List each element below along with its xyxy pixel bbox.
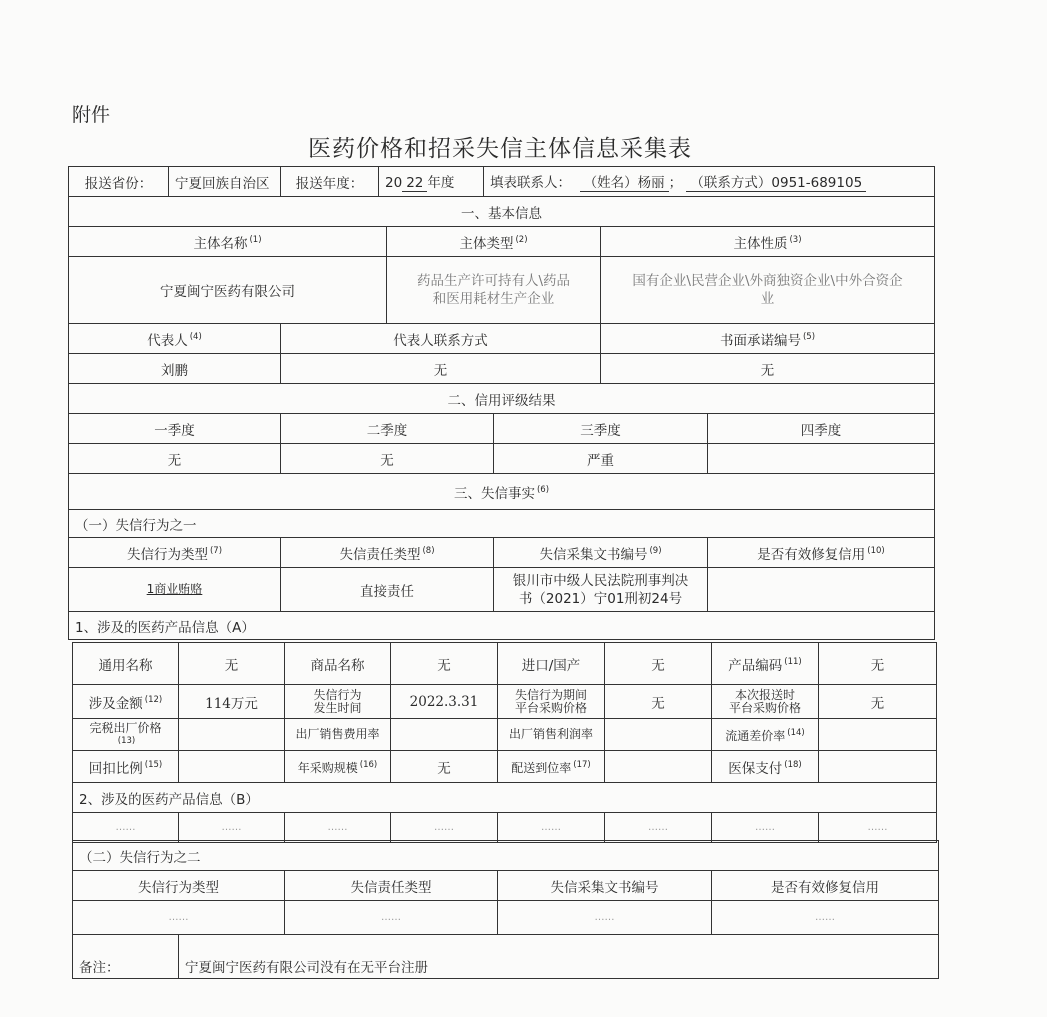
b1-doc-value: 银川市中级人民法院刑事判决 书（2021）宁01刑初24号: [494, 568, 708, 612]
pledge-value: 无: [601, 354, 935, 384]
b2-type-value: ……: [73, 901, 285, 935]
products-table: [72, 642, 937, 843]
b1-resp-header: 失信责任类型 $^{(8)}$: [281, 538, 494, 568]
quarter-3-value: 严重: [494, 444, 708, 474]
import-label: 进口/国产: [498, 643, 605, 685]
province-label: 报送省份：: [69, 167, 169, 197]
b2-resp-value: ……: [285, 901, 498, 935]
section-credit-rating: 二、信用评级结果: [69, 384, 935, 414]
delivery-value: [605, 751, 712, 783]
amount-value: 114万元: [179, 685, 285, 719]
year-value: 22: [402, 175, 427, 192]
code-label: 产品编码 $^{(11)}$: [712, 643, 819, 685]
quarter-2-header: 二季度: [281, 414, 494, 444]
quarter-3-header: 三季度: [494, 414, 708, 444]
form-title: 医药价格和招采失信主体信息采集表: [308, 136, 692, 162]
products-b-cell: ……: [179, 813, 285, 843]
products-b-cell: ……: [498, 813, 605, 843]
delivery-label: 配送到位率 $^{(17)}$: [498, 751, 605, 783]
behavior-2-title: （二）失信行为之二: [73, 841, 939, 871]
sales-profit-value: [605, 719, 712, 751]
amount-label: 涉及金额 $^{(12)}$: [73, 685, 179, 719]
behavior-1-title: （一）失信行为之一: [69, 510, 935, 538]
main-table: [68, 196, 935, 640]
products-b-title: 2、涉及的医药产品信息（B）: [73, 783, 937, 813]
products-b-cell: ……: [285, 813, 391, 843]
products-a-title: 1、涉及的医药产品信息（A）: [69, 612, 935, 640]
attachment-label: 附件: [72, 104, 111, 126]
annual-label: 年采购规模 $^{(16)}$: [285, 751, 391, 783]
rebate-label: 回扣比例 $^{(15)}$: [73, 751, 179, 783]
contact-phone: （联系方式）0951-689105: [686, 171, 866, 192]
insurance-label: 医保支付 $^{(18)}$: [712, 751, 819, 783]
b1-type-value: 1商业贿赂: [69, 568, 281, 612]
products-b-cell: ……: [391, 813, 498, 843]
b1-repair-header: 是否有效修复信用 $^{(10)}$: [708, 538, 935, 568]
generic-name-value: 无: [179, 643, 285, 685]
b2-type-header: 失信行为类型: [73, 871, 285, 901]
products-b-cell: ……: [73, 813, 179, 843]
code-value: 无: [819, 643, 937, 685]
time-label: 失信行为 发生时间: [285, 685, 391, 719]
b2-resp-header: 失信责任类型: [285, 871, 498, 901]
rep-header: 代表人 $^{(4)}$: [69, 324, 281, 354]
products-b-cell: ……: [605, 813, 712, 843]
trade-name-label: 商品名称: [285, 643, 391, 685]
trade-name-value: 无: [391, 643, 498, 685]
remarks-label: 备注：: [73, 935, 179, 979]
contact-label: 填表联系人：: [490, 175, 571, 191]
annual-value: 无: [391, 751, 498, 783]
products-b-cell: ……: [712, 813, 819, 843]
pledge-header: 书面承诺编号 $^{(5)}$: [601, 324, 935, 354]
period-price-value: 无: [605, 685, 712, 719]
sales-fee-label: 出厂销售费用率: [285, 719, 391, 751]
entity-name-value: 宁夏闽宁医药有限公司: [69, 257, 387, 324]
b2-doc-value: ……: [498, 901, 712, 935]
import-value: 无: [605, 643, 712, 685]
quarter-4-header: 四季度: [708, 414, 935, 444]
remarks-value: 宁夏闽宁医药有限公司没有在无平台注册: [179, 935, 939, 979]
entity-name-header: 主体名称 $^{(1)}$: [69, 227, 387, 257]
b1-type-header: 失信行为类型 $^{(7)}$: [69, 538, 281, 568]
contact-name: （姓名）杨丽: [580, 171, 669, 192]
period-price-label: 失信行为期间 平台采购价格: [498, 685, 605, 719]
report-row-table: [68, 166, 935, 197]
current-price-label: 本次报送时 平台采购价格: [712, 685, 819, 719]
rep-contact-value: 无: [281, 354, 601, 384]
factory-price-label: 完税出厂价格 (13): [73, 719, 179, 751]
sales-profit-label: 出厂销售利润率: [498, 719, 605, 751]
entity-type-value: 药品生产许可持有人\药品 和医用耗材生产企业: [387, 257, 601, 324]
products-b-cell: ……: [819, 813, 937, 843]
current-price-value: 无: [819, 685, 937, 719]
rebate-value: [179, 751, 285, 783]
rep-value: 刘鹏: [69, 354, 281, 384]
entity-type-header: 主体类型 $^{(2)}$: [387, 227, 601, 257]
margin-value: [819, 719, 937, 751]
b1-doc-header: 失信采集文书编号 $^{(9)}$: [494, 538, 708, 568]
contact-cell: 填表联系人： （姓名）杨丽 ； （联系方式）0951-689105: [484, 167, 935, 197]
quarter-1-value: 无: [69, 444, 281, 474]
b2-doc-header: 失信采集文书编号: [498, 871, 712, 901]
rep-contact-header: 代表人联系方式: [281, 324, 601, 354]
b1-resp-value: 直接责任: [281, 568, 494, 612]
sales-fee-value: [391, 719, 498, 751]
province-value: 宁夏回族自治区: [169, 167, 281, 197]
section-basic-info: 一、基本信息: [69, 197, 935, 227]
quarter-1-header: 一季度: [69, 414, 281, 444]
entity-nature-header: 主体性质 $^{(3)}$: [601, 227, 935, 257]
entity-nature-value: 国有企业\民营企业\外商独资企业\中外合资企 业: [601, 257, 935, 324]
time-value: 2022.3.31: [391, 685, 498, 719]
quarter-2-value: 无: [281, 444, 494, 474]
margin-label: 流通差价率 $^{(14)}$: [712, 719, 819, 751]
generic-name-label: 通用名称: [73, 643, 179, 685]
behavior-2-table: [72, 840, 939, 979]
report-year: 20 22 年度: [379, 167, 484, 197]
section-facts: 三、失信事实 $^{(6)}$: [69, 474, 935, 510]
b2-repair-value: ……: [712, 901, 939, 935]
year-label: 报送年度：: [281, 167, 379, 197]
b1-repair-value: [708, 568, 935, 612]
insurance-value: [819, 751, 937, 783]
quarter-4-value: [708, 444, 935, 474]
b2-repair-header: 是否有效修复信用: [712, 871, 939, 901]
factory-price-value: [179, 719, 285, 751]
